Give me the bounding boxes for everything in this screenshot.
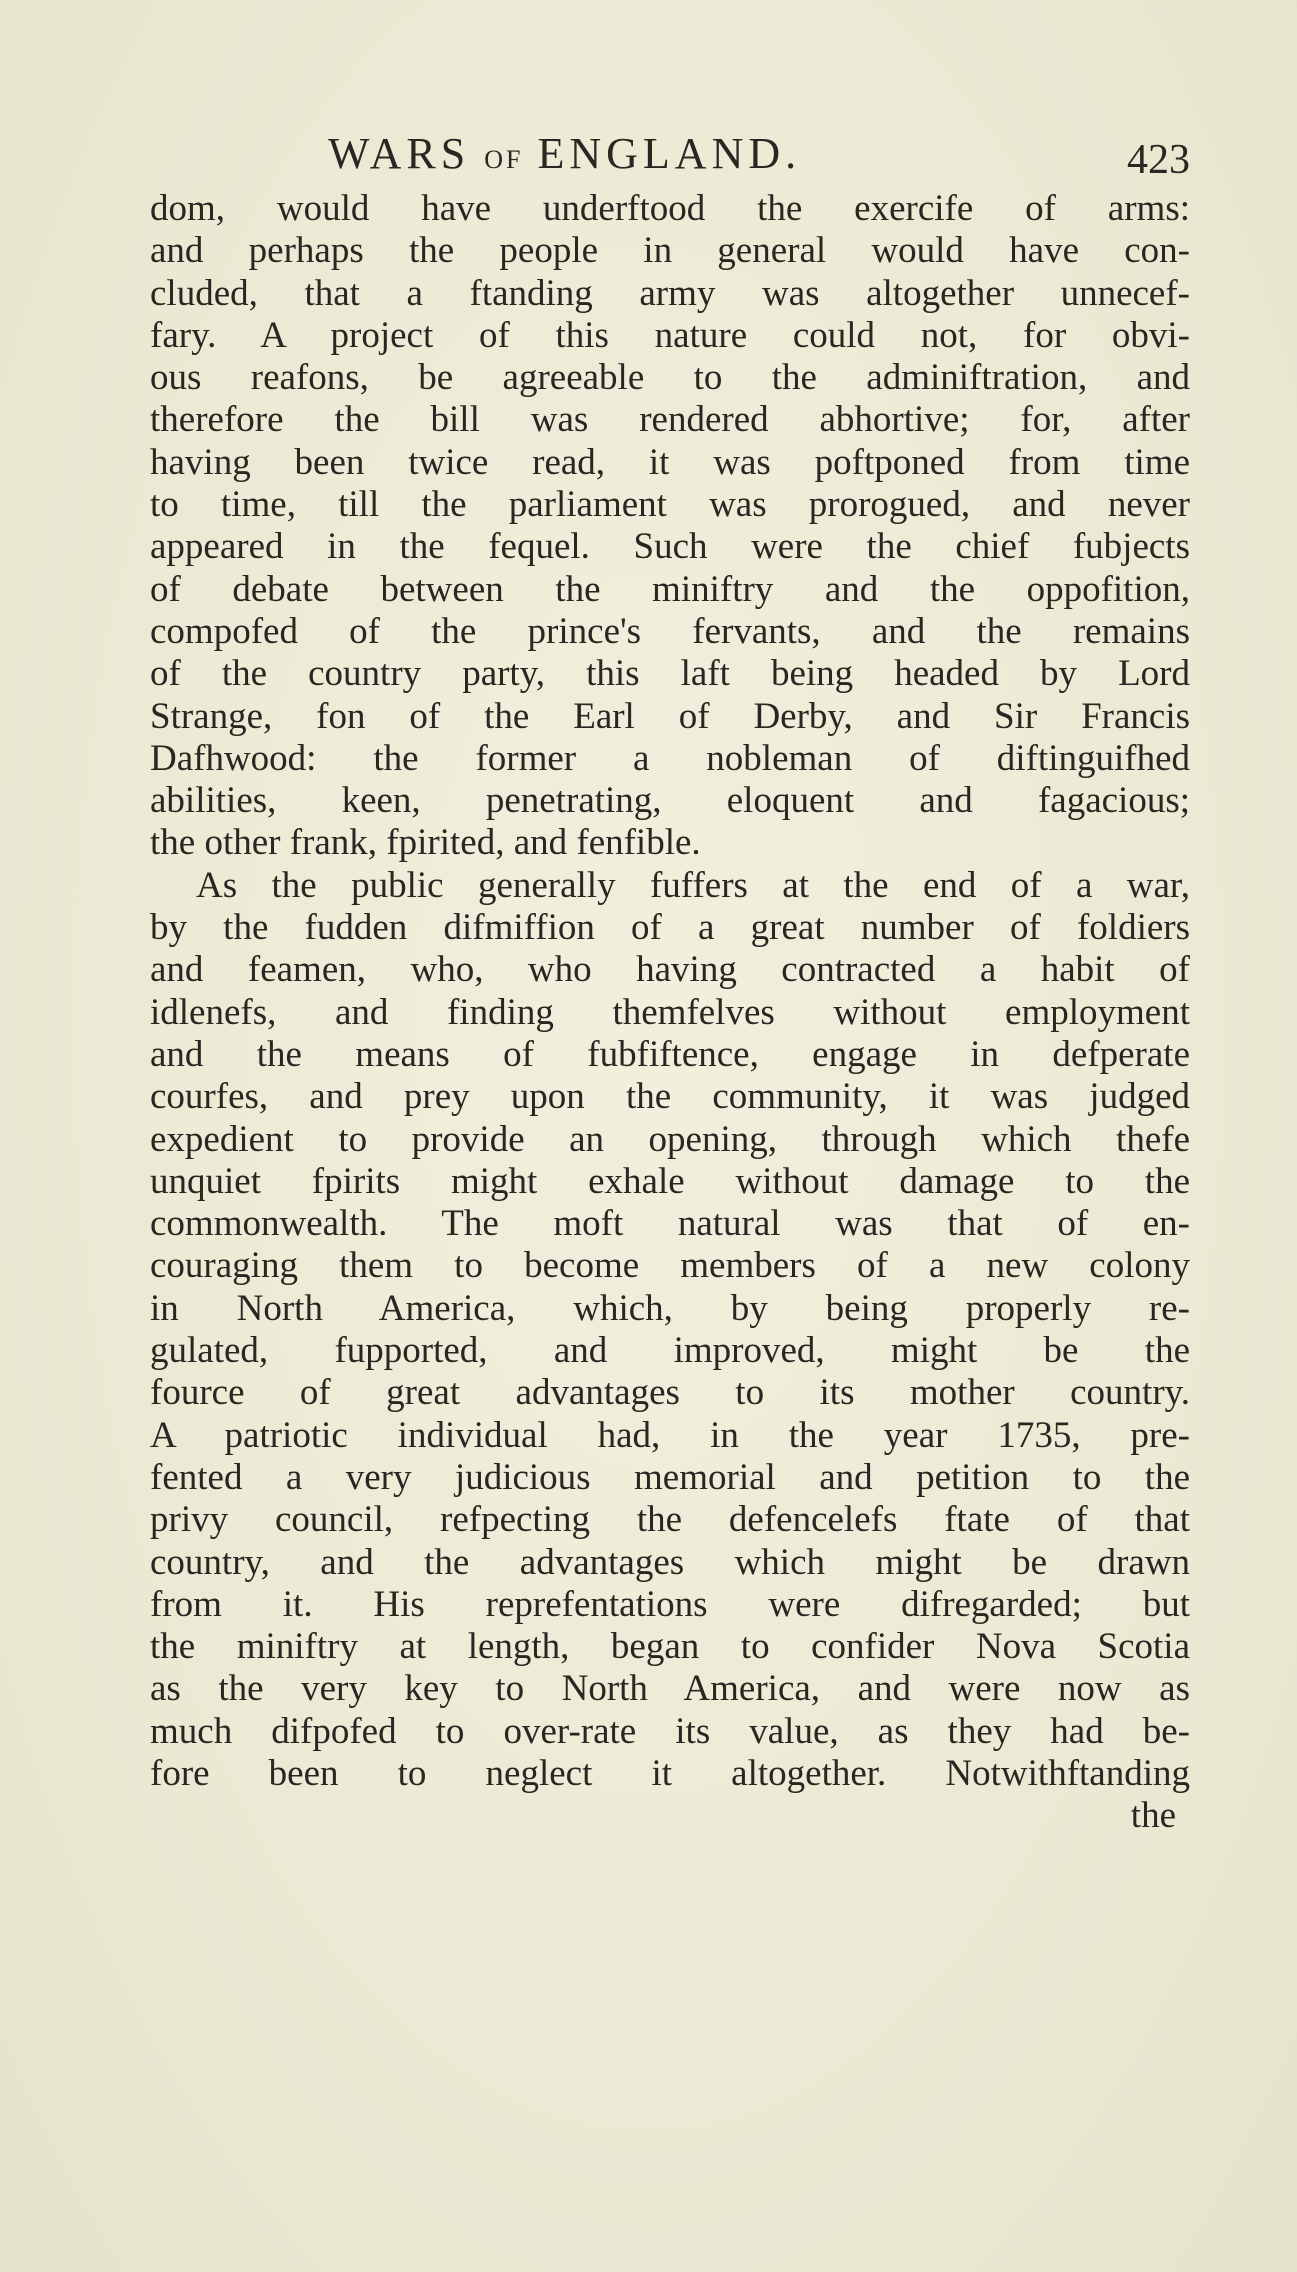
text-line: from it. His reprefentations were difregarded; but: [150, 1583, 1190, 1625]
text-line: A patriotic individual had, in the year 1735, pre-: [150, 1414, 1190, 1456]
body-text: [150, 188, 1190, 1838]
text-line: the other frank, fpirited, and fenfible.: [150, 822, 701, 864]
text-line: having been twice read, it was poftponed from time: [150, 441, 1190, 483]
text-line: as the very key to North America, and were now as: [150, 1668, 1190, 1710]
text-line: to time, till the parliament was prorogued, and never: [150, 484, 1190, 526]
text-line: of debate between the miniftry and the oppofition,: [150, 568, 1190, 610]
text-line: privy council, refpecting the defencelefs ftate of that: [150, 1499, 1190, 1541]
text-line: expedient to provide an opening, through which thefe: [150, 1118, 1190, 1160]
text-line: much difpofed to over-rate its value, as they had be-: [150, 1710, 1190, 1752]
text-line: idlenefs, and finding themfelves without employment: [150, 991, 1190, 1033]
text-line: abilities, keen, penetrating, eloquent and fagacious;: [150, 780, 1190, 822]
text-line: cluded, that a ftanding army was altogether unnecef-: [150, 272, 1190, 314]
text-line: couraging them to become members of a new colony: [150, 1245, 1190, 1287]
page-header: [150, 128, 1190, 188]
text-line: ous reafons, be agreeable to the adminiftration, and: [150, 357, 1190, 399]
text-line: fented a very judicious memorial and petition to the: [150, 1456, 1190, 1498]
text-line: courfes, and prey upon the community, it was judged: [150, 1076, 1190, 1118]
page-number: 423: [1127, 137, 1190, 183]
running-head-england: ENGLAND.: [537, 129, 802, 178]
text-line: the miniftry at length, began to confider Nova Scotia: [150, 1626, 1190, 1668]
text-line: by the fudden difmiffion of a great number of foldiers: [150, 907, 1190, 949]
text-line: Strange, fon of the Earl of Derby, and Sir Francis: [150, 695, 1190, 737]
text-line: in North America, which, by being properly re-: [150, 1287, 1190, 1329]
text-line: commonwealth. The moft natural was that of en-: [150, 1203, 1190, 1245]
catchword: the: [1130, 1795, 1176, 1837]
running-head-wars: WARS: [328, 129, 471, 178]
text-line: appeared in the fequel. Such were the chief fubjects: [150, 526, 1190, 568]
text-line: and the means of fubfiftence, engage in defperate: [150, 1033, 1190, 1075]
text-line: unquiet fpirits might exhale without damage to the: [150, 1160, 1190, 1202]
text-line: country, and the advantages which might be drawn: [150, 1541, 1190, 1583]
text-line: fary. A project of this nature could not, for obvi-: [150, 314, 1190, 356]
running-head: [328, 128, 801, 179]
running-head-of: OF: [484, 145, 524, 174]
text-line: fource of great advantages to its mother country.: [150, 1372, 1190, 1414]
text-line: compofed of the prince's fervants, and the remains: [150, 610, 1190, 652]
text-line: fore been to neglect it altogether. Notwithftanding: [150, 1752, 1190, 1794]
text-line: dom, would have underftood the exercife of arms:: [150, 188, 1190, 229]
text-line: therefore the bill was rendered abhortive; for, after: [150, 399, 1190, 441]
text-line: of the country party, this laft being headed by Lord: [150, 653, 1190, 695]
text-line: As the public generally fuffers at the end of a war,: [196, 864, 1190, 906]
text-line: and feamen, who, who having contracted a habit of: [150, 949, 1190, 991]
text-line: Dafhwood: the former a nobleman of diftinguifhed: [150, 737, 1190, 779]
text-line: gulated, fupported, and improved, might be the: [150, 1330, 1190, 1372]
text-line: and perhaps the people in general would have con-: [150, 230, 1190, 272]
